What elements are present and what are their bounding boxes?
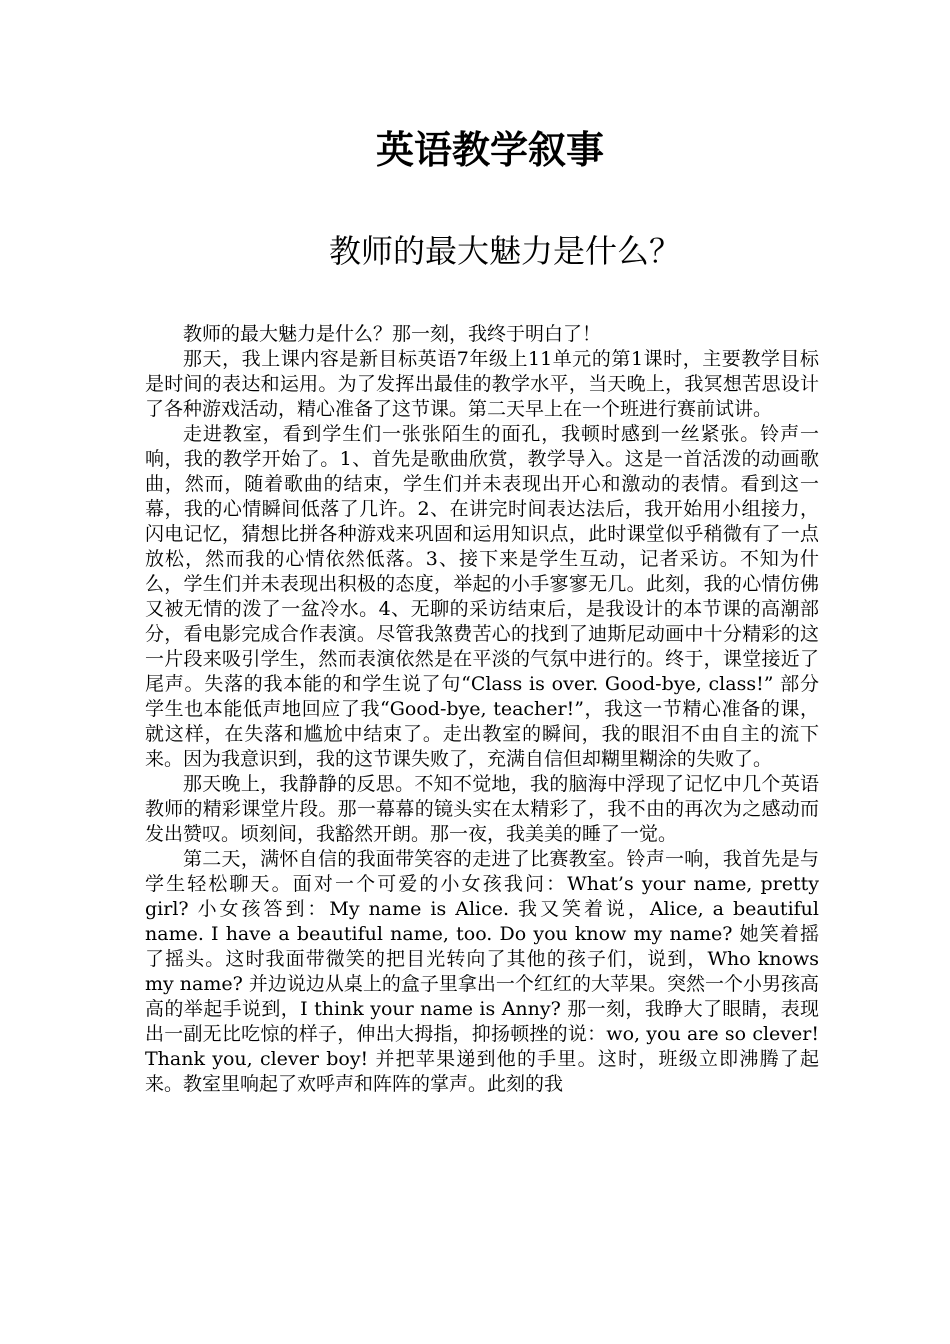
document-title: 英语教学叙事 [375, 127, 604, 172]
document-subtitle: 教师的最大魅力是什么？ [328, 232, 681, 270]
paragraph-2: 那天，我上课内容是新目标英语7年级上11单元的第1课时，主要教学目标是时间的表达和运用。为了发挥出最佳的教学水平，当天晚上，我冥想苦思设计了各种游戏活动，精心准备了这节课。第二天早上在一个班进行赛前试讲。 [145, 348, 819, 420]
paragraph-5: 第二天，满怀自信的我面带笑容的走进了比赛教室。铃声一响，我首先是与学生轻松聊天。面对一个可爱的小女孩我问：What’s your name, pretty girl? 小女孩答到：My name is Alice. 我又笑着说，Alice, a beautiful name. I have a beautiful name, too. Do you know my name? 她笑着摇了摇头。这时我面带微笑的把目光转向了其他的孩子们，说到，Who knows my name? 并边说边从桌上的盒子里拿出一个红红的大苹果。突然一个小男孩高高的举起手说到，I think your name is Anny? 那一刻，我睁大了眼睛，表现出一副无比吃惊的样子，伸出大拇指，抑扬顿挫的说：wo, you are so clever! Thank you, clever boy! 并把苹果递到他的手里。这时，班级立即沸腾了起来。教室里响起了欢呼声和阵阵的掌声。此刻的我 [145, 848, 819, 1095]
paragraph-4: 那天晚上，我静静的反思。不知不觉地，我的脑海中浮现了记忆中几个英语教师的精彩课堂片段。那一幕幕的镜头实在太精彩了，我不由的再次为之感动而发出赞叹。顷刻间，我豁然开朗。那一夜，我美美的睡了一觉。 [145, 773, 819, 845]
paragraph-3: 走进教室，看到学生们一张张陌生的面孔，我顿时感到一丝紧张。铃声一响，我的教学开始了。1、首先是歌曲欣赏，教学导入。这是一首活泼的动画歌曲，然而，随着歌曲的结束，学生们并未表现出开心和激动的表情。看到这一幕，我的心情瞬间低落了几许。2、在讲完时间表达法后，我开始用小组接力，闪电记忆，猜想比拼各种游戏来巩固和运用知识点，此时课堂似乎稍微有了一点放松，然而我的心情依然低落。3、接下来是学生互动，记者采访。不知为什么，学生们并未表现出积极的态度，举起的小手寥寥无几。此刻，我的心情仿佛又被无情的泼了一盆冷水。4、无聊的采访结束后，是我设计的本节课的高潮部分，看电影完成合作表演。尽管我煞费苦心的找到了迪斯尼动画中十分精彩的这一片段来吸引学生，然而表演依然是在平淡的气氛中进行的。终于，课堂接近了尾声。失落的我本能的和学生说了句“Class is over. Good-bye, class!” 部分学生也本能低声地回应了我“Good-bye, teacher!”，我这一节精心准备的课，就这样，在失落和尴尬中结束了。走出教室的瞬间，我的眼泪不由自主的流下来。因为我意识到，我的这节课失败了，充满自信但却糊里糊涂的失败了。 [145, 423, 819, 770]
document-body [145, 322, 819, 1097]
paragraph-1: 教师的最大魅力是什么？那一刻，我终于明白了！ [183, 323, 602, 345]
